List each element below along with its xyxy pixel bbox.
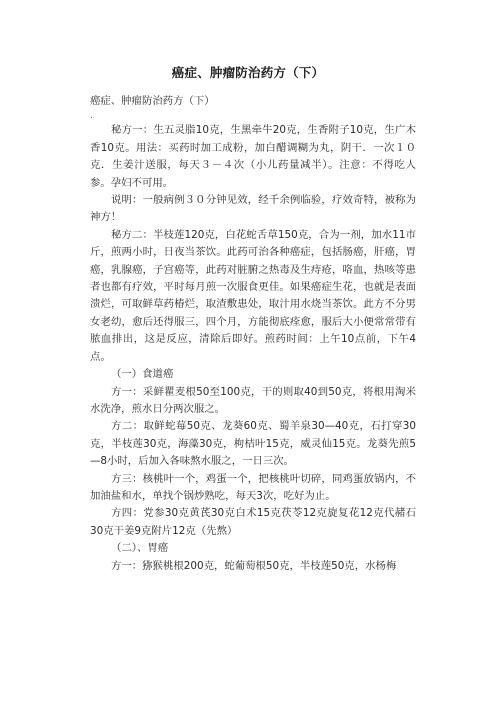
paragraph-method-1: 方一：采鲜瞿麦根50至100克，干的则取40到50克，将根用淘米水洗净，煎水日分两次服之。 [90,385,416,415]
section-heading-stomach: （二）、胃癌 [111,542,169,555]
document-body [90,93,416,575]
paragraph-note: 说明：一般病例３０分钟见效，经千余例临验，疗效奇特，被称为神方！ [90,194,416,224]
paragraph-recipe-1: 秘方一：生五灵脂10克，生黑牵牛20克，生香附子10克，生广木香10克。用法：买药时加工成粉，加白醋调糊为丸，阴干．一次１０克．生姜汁送服，每天３－４次（小儿药量减半）。注意：不得吃人参。孕妇不可用。 [90,124,416,189]
paragraph-method-4: 方四：党参30克黄芪30克白术15克茯苓12克旋复花12克代赭石30克干姜9克附片12克（先熬） [90,507,416,537]
paragraph-method-2: 方二：取鲜蛇莓50克、龙葵60克、蜀羊泉30—40克，石打穿30克，半枝莲30克，海藻30克，枸桔叶15克，威灵仙15克。龙葵先煎5—8小时，后加入各味熬水服之，一日三次。 [90,420,416,468]
page-title: 癌症、肿瘤防治药方（下） [171,65,325,80]
section-heading-esophageal: （一）食道癌 [111,368,174,381]
document-subtitle: 癌症、肿瘤防治药方（下） [90,95,215,107]
paragraph-recipe-2: 秘方二：半枝莲120克，白花蛇舌草150克，合为一剂，加水11市斤，煎两小时，日夜当茶饮。此药可治各种癌症，包括肠癌，肝癌，胃癌，乳腺癌，子宫癌等，此药对脏腑之热毒及生痔疮，咯血，热咳等患者也都有疗效，平时每月煎一次服食更佳。如果癌症生花，也就是表面溃烂，可取鲜草药椿烂，取渣敷患处，取汁用水烧当茶饮。此方不分男女老幼，愈后还得服三，四个月，方能彻底痊愈，服后大小便常常带有脓血排出，这是反应，清除后即好。煎药时间：上午10点前，下午4点。 [90,228,416,363]
paragraph-method-3: 方三：核桃叶一个，鸡蛋一个，把核桃叶切碎，同鸡蛋放锅内，不加油盐和水，单找个锅炒熟吃，每天3次，吃好为止。 [90,472,416,502]
paragraph-stomach-method-1: 方一：猕猴桃根200克，蛇葡萄根50克，半枝莲50克，水杨梅 [111,559,397,572]
separator-dot: . [90,111,93,122]
